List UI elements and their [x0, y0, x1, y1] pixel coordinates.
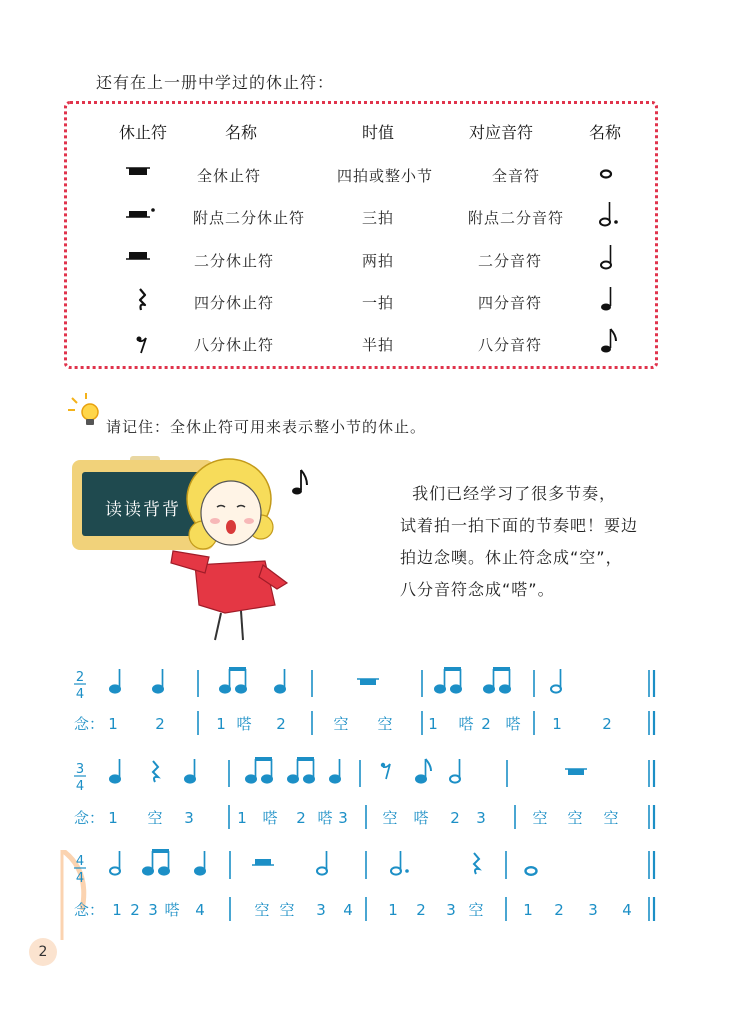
count-text: 嗒 — [236, 715, 252, 733]
count-text: 1 — [523, 901, 533, 919]
duration: 四拍或整小节 — [336, 167, 434, 185]
count-text: 1 — [108, 715, 118, 733]
header-note-name: 名称 — [588, 123, 622, 142]
duration: 一拍 — [361, 294, 395, 312]
count-text: 空 — [333, 715, 349, 733]
count-text: 1 — [388, 901, 398, 919]
quarter-rest — [153, 761, 158, 782]
duration: 三拍 — [361, 209, 395, 227]
eighth-rest-symbol — [135, 335, 149, 355]
count-text: 3 — [148, 901, 158, 919]
instruction-paragraph: 我们已经学习了很多节奏， 试着拍一拍下面的节奏吧！要边 拍边念噢。休止符念成“空”， 八分音符念成“嗒”。 — [400, 484, 639, 599]
rest-block — [255, 859, 271, 865]
board-text: 读读背背 — [105, 500, 181, 520]
whole-rest-symbol — [126, 166, 150, 180]
half-rest-symbol — [126, 250, 150, 264]
lightbulb-icon — [66, 392, 106, 432]
count-text: 空 — [377, 715, 393, 733]
count-text: 2 — [130, 901, 140, 919]
rest-name: 二分休止符 — [193, 252, 275, 270]
note-head — [416, 775, 426, 782]
eighth-note-symbol — [599, 327, 619, 355]
count-text: 1 — [216, 715, 226, 733]
note-head — [185, 775, 195, 782]
count-text: 嗒 — [413, 809, 429, 827]
rest-name: 全休止符 — [196, 167, 262, 185]
time-signature-bottom: 4 — [75, 871, 85, 886]
note-head — [236, 685, 246, 692]
count-text: 3 — [316, 901, 326, 919]
count-text: 嗒 — [262, 809, 278, 827]
note-head — [317, 867, 327, 874]
duration: 半拍 — [361, 336, 395, 354]
page-number: 2 — [29, 938, 57, 966]
count-text: 空 — [468, 901, 484, 919]
header-name: 名称 — [224, 123, 258, 142]
beam — [493, 667, 510, 671]
count-text: 1 — [428, 715, 438, 733]
count-text: 2 — [554, 901, 564, 919]
count-text: 2 — [416, 901, 426, 919]
note-name: 四分音符 — [477, 294, 543, 312]
note-head — [143, 867, 153, 874]
note-head — [551, 685, 561, 692]
tip-text: 请记住：全休止符可用来表示整小节的休止。 — [106, 418, 427, 436]
beam — [444, 667, 461, 671]
rhythm-exercises — [0, 655, 730, 935]
header-rest: 休止符 — [118, 123, 168, 142]
note-name: 全音符 — [491, 167, 541, 185]
rest-name: 四分休止符 — [193, 294, 275, 312]
note-head — [450, 775, 460, 782]
rest-block — [568, 769, 584, 775]
whole-note — [526, 867, 537, 875]
count-text: 2 — [276, 715, 286, 733]
count-text: 3 — [338, 809, 348, 827]
beam — [229, 667, 246, 671]
note-head — [246, 775, 256, 782]
note-head — [391, 867, 401, 874]
count-text: 3 — [184, 809, 194, 827]
duration: 两拍 — [361, 252, 395, 270]
whole-note-symbol — [598, 168, 614, 180]
dotted-half-rest-symbol — [126, 206, 156, 220]
count-text: 4 — [195, 901, 205, 919]
count-text: 4 — [343, 901, 353, 919]
note-head — [330, 775, 340, 782]
note-head — [262, 775, 272, 782]
time-signature-bottom: 4 — [75, 779, 85, 794]
note-head — [110, 775, 120, 782]
count-text: 2 — [481, 715, 491, 733]
intro-text: 还有在上一册中学过的休止符： — [96, 73, 335, 92]
count-text: 1 — [108, 809, 118, 827]
time-signature-top: 4 — [75, 854, 85, 869]
note-head — [288, 775, 298, 782]
note-head — [153, 685, 163, 692]
quarter-rest — [474, 853, 479, 874]
half-note-symbol — [599, 243, 615, 271]
note-head — [110, 685, 120, 692]
count-text: 嗒 — [458, 715, 474, 733]
note-dot — [405, 869, 409, 873]
note-head — [500, 685, 510, 692]
header-duration: 时值 — [361, 123, 395, 142]
note-head — [159, 867, 169, 874]
count-text: 空 — [147, 809, 163, 827]
count-text: 嗒 — [317, 809, 333, 827]
count-text: 空 — [279, 901, 295, 919]
count-text: 1 — [552, 715, 562, 733]
count-text: 空 — [532, 809, 548, 827]
count-text: 2 — [602, 715, 612, 733]
dotted-half-note-symbol — [598, 200, 620, 228]
count-text: 1 — [237, 809, 247, 827]
nian-label: 念： — [73, 901, 105, 919]
rest-name: 附点二分休止符 — [192, 209, 306, 227]
note-head — [220, 685, 230, 692]
note-head — [484, 685, 494, 692]
count-text: 空 — [567, 809, 583, 827]
time-signature-bottom: 4 — [75, 687, 85, 702]
count-text: 2 — [450, 809, 460, 827]
beam — [297, 757, 314, 761]
rest-name: 八分休止符 — [193, 336, 275, 354]
count-text: 3 — [446, 901, 456, 919]
count-text: 空 — [603, 809, 619, 827]
rest-block — [360, 679, 376, 685]
count-text: 2 — [155, 715, 165, 733]
count-text: 2 — [296, 809, 306, 827]
note-head — [304, 775, 314, 782]
note-name: 附点二分音符 — [467, 209, 565, 227]
count-text: 3 — [476, 809, 486, 827]
note-head — [435, 685, 445, 692]
count-text: 嗒 — [505, 715, 521, 733]
count-text: 空 — [382, 809, 398, 827]
header-note: 对应音符 — [468, 123, 534, 142]
note-head — [451, 685, 461, 692]
note-head — [195, 867, 205, 874]
note-name: 二分音符 — [477, 252, 543, 270]
count-text: 嗒 — [164, 901, 180, 919]
count-text: 3 — [588, 901, 598, 919]
nian-label: 念： — [73, 809, 105, 827]
note-name: 八分音符 — [477, 336, 543, 354]
beam — [152, 849, 169, 853]
note-head — [275, 685, 285, 692]
count-text: 4 — [622, 901, 632, 919]
count-text: 1 — [112, 901, 122, 919]
time-signature-top: 3 — [75, 762, 85, 777]
beam — [255, 757, 272, 761]
time-signature-top: 2 — [75, 670, 85, 685]
girl-illustration — [165, 455, 325, 645]
note-head — [110, 867, 120, 874]
nian-label: 念： — [73, 715, 105, 733]
quarter-rest-symbol — [135, 288, 149, 312]
quarter-note-symbol — [599, 285, 615, 313]
count-text: 空 — [254, 901, 270, 919]
